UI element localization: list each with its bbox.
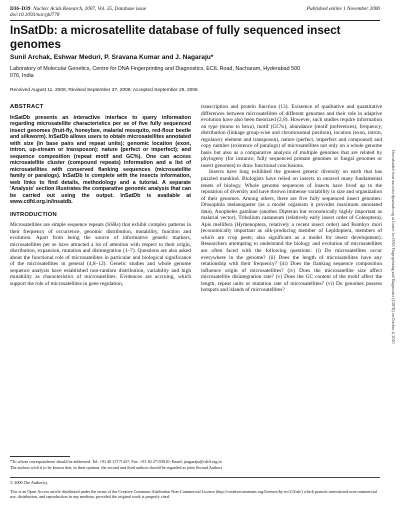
abstract-text: InSatDb presents an interactive interface to query information regarding microsatellite characteristics per se of five fully sequenced insect genomes (fruit-fly, honeybee, malarial mosquito, red-flour beetle and silkworm). InSatDb allows users to obtain microsatellites annotated with size (in base pairs and repeat units); genomic location (exon, intron, up-stream or transposon); nature (perfect or imperfect); and sequence composition (repeat motif and GC%). One can access microsatellite cluster (compound repeats) information and a list of microsatellites with conserved flanking sequences (microsatellite family or paralogs). InSatDb is complete with the insects information, web links to find details, methodology and a tutorial. A separate 'Analysis' section illustrates the comparative genomic analysis that can be carried out using the output. InSatDb is available at www.cdfd.org.in/insatdb. xyxy=(10,114,192,206)
copyright-rule xyxy=(10,477,380,478)
license-note: This is an Open Access article distributed under the terms of the Creative Commons Attribution Non-Commercial License (http://creativecommons.org/licenses/by-nc/2.0/uk/) which permits unrestricted non-commercial use, distribution, and reproduction in any medium, provided the original work is properly cited. xyxy=(10,489,377,500)
published-date: Published online 1 November 2006 xyxy=(306,6,380,12)
affiliation: Laboratory of Molecular Genetics, Centre for DNA Fingerprinting and Diagnostics, ECIL Road, Nacharam, Hyderabad 500 076, India xyxy=(10,66,301,79)
joint-authors-note: The authors wish it to be known that, in their opinion, the second and third authors should be regarded as joint Second Authors xyxy=(10,465,223,470)
received-dates: Received August 11, 2006; Revised September 27, 2006; Accepted September 29, 2006 xyxy=(10,88,198,93)
download-watermark xyxy=(390,150,398,450)
article-title: InSatDb: a microsatellite database of fully sequenced insect genomes xyxy=(10,24,341,51)
footnote-rule xyxy=(10,456,70,457)
right-column xyxy=(201,104,382,294)
author-list: Sunil Archak, Eshwar Meduri, P. Sravana Kumar and J. Nagaraju* xyxy=(10,54,214,61)
right-paragraph-2: Insects have long exhibited the greatest genetic diversity on earth that has puzzled mankind. Biologists have relied on insects to unravel many fundamental tenets of biology. Whole genome sequences of insects have lived up to the reputation of diversity and have thrown immense variability in size and organization of their genomes. Among others, there are five fully sequenced insect genomes: Drosophila melanogaster (as a model organism it provides maximum annotated data), Anopheles gambiae (another Dipteran but economically highly important as malarial vector), Tribolium castaneum (relatively early insect order of Coleoptera), Apis mellifera (Hymenoptera, relatively a recent insect order) and Bombyx mori (economically important as silk-producing member of Lepidoptera, members of which are crop pests; also significant as a model for insect development). Researchers attempting to understand the biology and evolution of microsatellites are often faced with the following questions: (i) Do microsatellites occur everywhere in the genome? (ii) Does the length of microsatellites have any relationship with their frequency? (iii) Does the flanking sequence composition influence origin of microsatellites? (iv) Does the microsatellite size affect microsatellite disintegration rate? (v) Does the GC content of the motif affect the length, repeat units or mutation rate of microsatellites? (vi) Do genomes possess hotspots and islands of microsatellites? xyxy=(201,169,382,294)
page-range-journal: D36–D39 Nucleic Acids Research, 2007, Vol. 35, Database issue xyxy=(10,6,147,12)
left-column xyxy=(10,104,191,288)
doi: doi:10.1093/nar/gkl778 xyxy=(10,12,60,18)
copyright: © 2006 The Author(s). xyxy=(10,480,49,485)
introduction-text: Microsatellites are simple sequence repeats (SSRs) that exhibit complex patterns in their frequency of occurrence, genomic distribution, mutability, function and evolution. Apart from being the source of informative genetic markers, microsatellites per se have attracted a lot of attention with respect to their origin, distribution, expansion, mutation and disintegration (1–7). Questions are also asked about the functional role of microsatellites in particular and biological significance of the microsatellites in general (4,8–12). Genetic studies and whole genome sequence analysis have established non-random distribution, variability and high mutability as characteristics of microsatellites. Evidences are accruing, which support the role of microsatellites in gene regulation, xyxy=(10,222,191,288)
right-paragraph-1: transcription and protein function (13). Existence of qualitative and quantitative differences between microsatellites of different genomes and their role in adaptive evolution have also been theorized (2,8). However, such studies require information on type (mono to hexa), motif (GC%), abundance (motif preferences), frequency, distribution (linkage group-wise and chromosomal position), location (exon, intron, regulatory element and transposon), nature (perfect, imperfect and compound) and copy number (existence of paralogs) of microsatellites not only on a whole genome basis but also as a comparative analysis of multiple genomes that are related by phylogeny (for instance, fully sequenced primate genomes or fungal genomes or insect genomes) to draw functional conclusions. xyxy=(201,104,382,169)
correspondence-note: *To whom correspondence should be addressed. Tel: +91 40 27171427; Fax: +91 40 27155610; Email: jnagaraju@cdfd.org.in xyxy=(10,459,222,464)
download-note: Downloaded from nar.oxfordjournals.org at Centre for DNA Fingerprinting and Diagnostics (CDFD) on October 4, 2010 xyxy=(391,150,396,344)
introduction-heading: INTRODUCTION xyxy=(10,211,57,218)
header-rule xyxy=(10,20,380,21)
abstract-heading: ABSTRACT xyxy=(10,104,44,110)
